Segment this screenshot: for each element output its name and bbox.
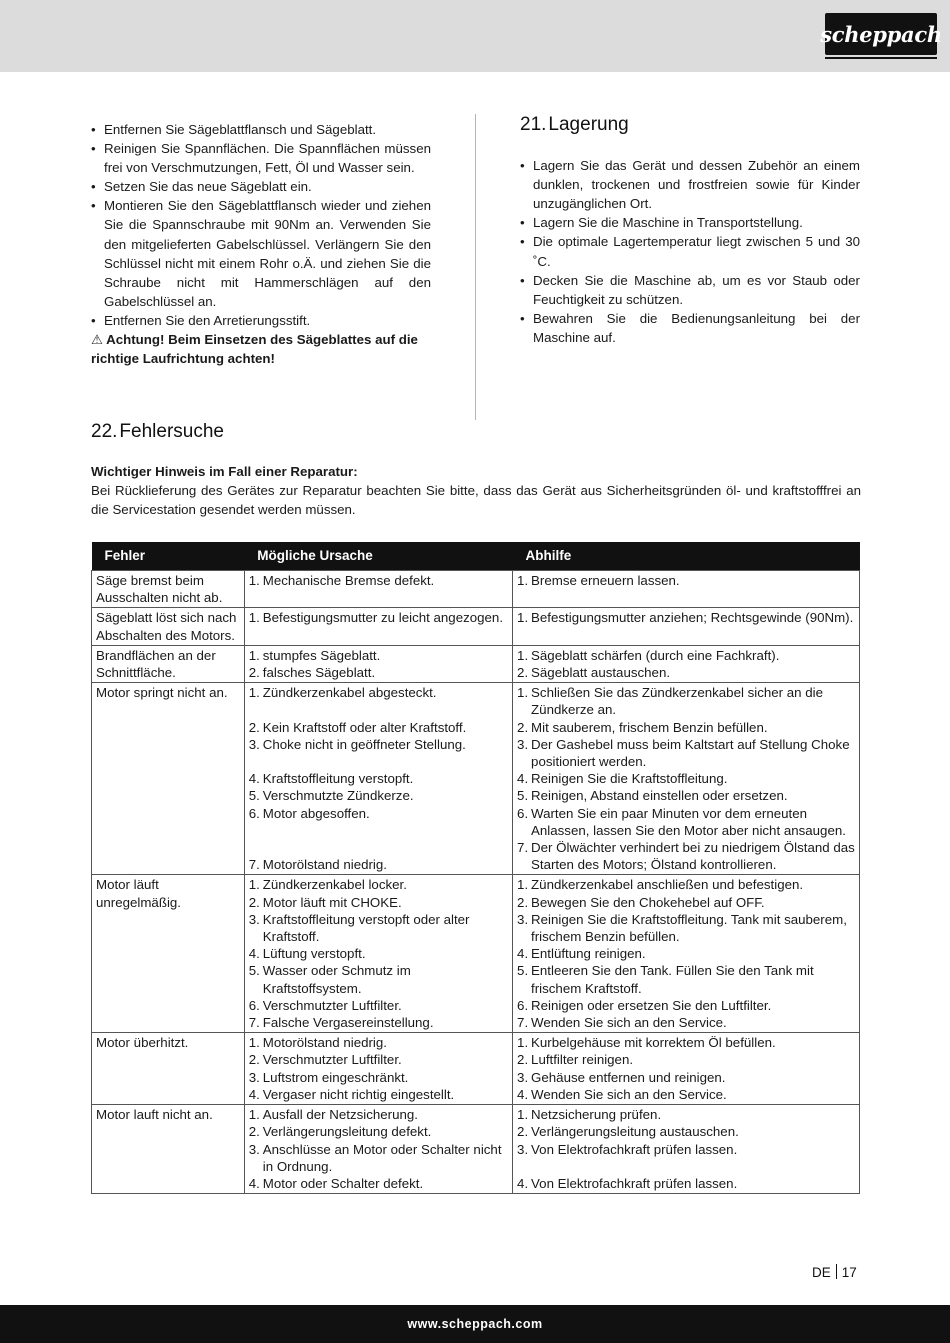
cause-cell: 1. Befestigungsmutter zu leicht angezogen.	[244, 608, 512, 645]
warning-text	[91, 330, 431, 368]
fault-cell: Säge bremst beim Ausschalten nicht ab.	[92, 571, 245, 608]
cause-cell: 1. stumpfes Sägeblatt. 2. falsches Sägeblatt.	[244, 645, 512, 682]
column-header-cause: Mögliche Ursache	[244, 542, 512, 571]
section-22	[91, 421, 861, 519]
list-item: • Setzen Sie das neue Sägeblatt ein.	[91, 177, 431, 196]
table-row	[92, 645, 860, 682]
list-item: • Lagern Sie die Maschine in Transportstellung.	[520, 213, 860, 232]
list-item: • Die optimale Lagertemperatur liegt zwischen 5 und 30 ˚C.	[520, 232, 860, 270]
warning-label: Achtung! Beim Einsetzen des Sägeblattes auf die richtige Laufrichtung achten!	[91, 332, 418, 367]
logo-text: scheppach	[820, 21, 942, 47]
page-number: DE 17	[812, 1265, 857, 1280]
remedy-cell: 1. Kurbelgehäuse mit korrektem Öl befüllen. 2. Luftfilter reinigen. 3. Gehäuse entfernen und reinigen. 4. Wenden Sie sich an den Service.	[513, 1033, 860, 1105]
remedy-cell: 1. Netzsicherung prüfen. 2. Verlängerungsleitung austauschen. 3. Von Elektrofachkraft prüfen lassen. 4. Von Elektrofachkraft prüfen lassen.	[513, 1105, 860, 1194]
fault-cell: Brandflächen an der Schnittfläche.	[92, 645, 245, 682]
remedy-cell: 1. Zündkerzenkabel anschließen und befestigen. 2. Bewegen Sie den Chokehebel auf OFF. 3. Reinigen Sie die Kraftstoffleitung. Tank mit sauberem, frischem Benzin befüllen. 4. Entlüftung reinigen. 5. Entleeren Sie den Tank. Füllen Sie den Tank mit frischem Kraftstoff. 6. Reinigen oder ersetzen Sie den Luftfilter. 7. Wenden Sie sich an den Service.	[513, 875, 860, 1033]
left-column	[91, 120, 431, 368]
column-header-fault: Fehler	[92, 542, 245, 571]
storage-bullet-list	[520, 156, 860, 347]
repair-note-title: Wichtiger Hinweis im Fall einer Reparatur:	[91, 464, 358, 479]
table-row	[92, 1105, 860, 1194]
table-row	[92, 683, 860, 875]
header-band	[0, 0, 950, 72]
list-item: • Entfernen Sie den Arretierungsstift.	[91, 311, 431, 330]
table-row	[92, 571, 860, 608]
column-divider	[475, 114, 476, 420]
cause-cell: 1. Motorölstand niedrig. 2. Verschmutzter Luftfilter. 3. Luftstrom eingeschränkt. 4. Vergaser nicht richtig eingestellt.	[244, 1033, 512, 1105]
fault-cell: Motor lauft nicht an.	[92, 1105, 245, 1194]
list-item: • Lagern Sie das Gerät und dessen Zubehör an einem dunklen, trockenen und frostfreien sowie für Kinder unzugänglichen Ort.	[520, 156, 860, 213]
table-header-row	[92, 542, 860, 571]
list-item: • Montieren Sie den Sägeblattflansch wieder und ziehen Sie die Spannschraube mit 90Nm an. Verwenden Sie den mitgelieferten Gabelschlüssel. Verlängern Sie den Schlüssel nicht mit einem Rohr o.Ä. und ziehen Sie die Schraube nicht mit Hammerschlägen auf den Gabelschlüssel an.	[91, 196, 431, 311]
list-item: • Reinigen Sie Spannflächen. Die Spannflächen müssen frei von Verschmutzungen, Fett, Öl und Wasser sein.	[91, 139, 431, 177]
section-21	[520, 115, 860, 347]
left-bullet-list	[91, 120, 431, 330]
footer-url[interactable]: www.scheppach.com	[407, 1317, 543, 1331]
cause-cell: 1. Ausfall der Netzsicherung. 2. Verlängerungsleitung defekt. 3. Anschlüsse an Motor oder Schalter nicht in Ordnung. 4. Motor oder Schalter defekt.	[244, 1105, 512, 1194]
table-row	[92, 608, 860, 645]
scheppach-logo	[820, 13, 942, 55]
list-item: • Entfernen Sie Sägeblattflansch und Sägeblatt.	[91, 120, 431, 139]
remedy-cell: 1. Sägeblatt schärfen (durch eine Fachkraft). 2. Sägeblatt austauschen.	[513, 645, 860, 682]
list-item: • Bewahren Sie die Bedienungsanleitung bei der Maschine auf.	[520, 309, 860, 347]
remedy-cell: 1. Befestigungsmutter anziehen; Rechtsgewinde (90Nm).	[513, 608, 860, 645]
fault-cell: Motor läuft unregelmäßig.	[92, 875, 245, 1033]
fault-cell: Motor überhitzt.	[92, 1033, 245, 1105]
table-row	[92, 875, 860, 1033]
list-item: • Decken Sie die Maschine ab, um es vor Staub oder Feuchtigkeit zu schützen.	[520, 271, 860, 309]
section-22-title: 22. Fehlersuche	[91, 421, 224, 442]
warning-triangle-icon: ⚠	[91, 332, 103, 348]
repair-note-text: Bei Rücklieferung des Gerätes zur Reparatur beachten Sie bitte, dass das Gerät aus Sicherheitsgründen öl- und kraftstofffrei an die Servicestation gesendet werden müssen.	[91, 483, 861, 517]
fault-cell: Motor springt nicht an.	[92, 683, 245, 875]
fault-cell: Sägeblatt löst sich nach Abschalten des Motors.	[92, 608, 245, 645]
troubleshooting-table	[91, 542, 860, 1194]
remedy-cell: 1. Bremse erneuern lassen.	[513, 571, 860, 608]
cause-cell: 1. Mechanische Bremse defekt.	[244, 571, 512, 608]
table-row	[92, 1033, 860, 1105]
cause-cell: 1. Zündkerzenkabel abgesteckt. 2. Kein Kraftstoff oder alter Kraftstoff. 3. Choke nicht in geöffneter Stellung. 4. Kraftstoffleitung verstopft. 5. Verschmutzte Zündkerze. 6. Motor abgesoffen. 7. Motorölstand niedrig.	[244, 683, 512, 875]
logo-underline	[825, 57, 937, 59]
section-21-title: 21. Lagerung	[520, 114, 629, 135]
column-header-remedy: Abhilfe	[513, 542, 860, 571]
cause-cell: 1. Zündkerzenkabel locker. 2. Motor läuft mit CHOKE. 3. Kraftstoffleitung verstopft oder alter Kraftstoff. 4. Lüftung verstopft. 5. Wasser oder Schmutz im Kraftstoffsystem. 6. Verschmutzter Luftfilter. 7. Falsche Vergasereinstellung.	[244, 875, 512, 1033]
remedy-cell: 1. Schließen Sie das Zündkerzenkabel sicher an die Zündkerze an. 2. Mit sauberem, frischem Benzin befüllen. 3. Der Gashebel muss beim Kaltstart auf Stellung Choke positioniert werden. 4. Reinigen Sie die Kraftstoffleitung. 5. Reinigen, Abstand einstellen oder ersetzen. 6. Warten Sie ein paar Minuten vor dem erneuten Anlassen, lassen Sie den Motor aber nicht ansaugen. 7. Der Ölwächter verhindert bei zu niedrigem Ölstand das Starten des Motors; Ölstand kontrollieren.	[513, 683, 860, 875]
